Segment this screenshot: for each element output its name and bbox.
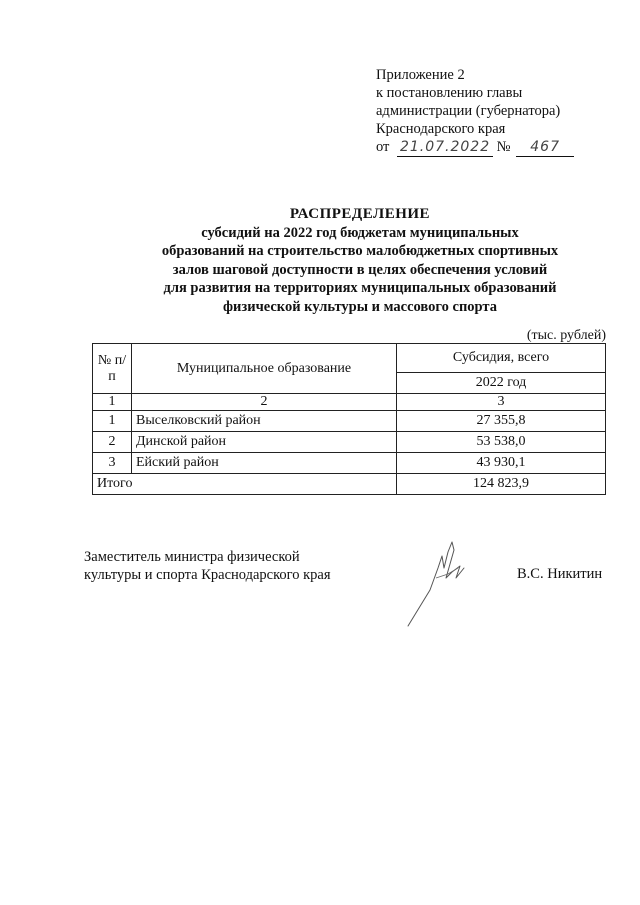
date-value: 21.07.2022	[399, 139, 491, 155]
total-row	[93, 474, 606, 495]
row-municipality: Ейский район	[132, 453, 397, 474]
date-prefix: от	[376, 139, 390, 155]
table-row	[93, 453, 606, 474]
distribution-table	[92, 343, 606, 495]
column-number-3: 3	[397, 394, 606, 411]
appendix-line-1: Приложение 2	[376, 67, 465, 83]
date-field	[397, 138, 493, 157]
column-number-2: 2	[132, 394, 397, 411]
header-number: № п/п	[93, 344, 132, 394]
document-title	[80, 205, 640, 316]
units-label: (тыс. рублей)	[526, 328, 606, 343]
position-line-1: Заместитель министра физической	[84, 549, 300, 565]
row-municipality: Динской район	[132, 432, 397, 453]
title-line-2: образований на строительство малобюджетных спортивных	[161, 243, 559, 259]
appendix-line-2: к постановлению главы	[376, 85, 523, 101]
title-heading: РАСПРЕДЕЛЕНИЕ	[289, 206, 431, 222]
row-number: 2	[93, 432, 132, 453]
number-sign: №	[496, 139, 511, 155]
table-row	[93, 432, 606, 453]
number-field	[516, 138, 574, 157]
column-number-1: 1	[93, 394, 132, 411]
title-line-4: для развития на территориях муниципальных образований	[163, 280, 557, 296]
header-municipality: Муниципальное образование	[132, 344, 397, 394]
title-line-1: субсидий на 2022 год бюджетам муниципальных	[201, 224, 519, 241]
row-number: 1	[93, 411, 132, 432]
total-label: Итого	[93, 474, 397, 495]
number-value: 467	[530, 139, 560, 155]
header-subsidy: Субсидия, всего	[397, 344, 606, 373]
appendix-date-line	[376, 138, 574, 157]
table-row	[93, 411, 606, 432]
position-line-2: культуры и спорта Краснодарского края	[84, 567, 331, 583]
column-number-row	[93, 394, 606, 411]
table-header-row	[93, 344, 606, 373]
appendix-line-4: Краснодарского края	[376, 121, 506, 137]
appendix-line-3: администрации (губернатора)	[376, 103, 561, 119]
title-line-5: физической культуры и массового спорта	[223, 298, 497, 315]
row-value: 43 930,1	[397, 453, 606, 474]
handwritten-signature	[400, 538, 490, 630]
row-value: 27 355,8	[397, 411, 606, 432]
row-municipality: Выселковский район	[132, 411, 397, 432]
row-number: 3	[93, 453, 132, 474]
appendix-block	[376, 66, 574, 157]
signatory-position	[84, 548, 331, 584]
title-line-3: залов шаговой доступности в целях обеспечения условий	[172, 261, 548, 278]
total-value: 124 823,9	[397, 474, 606, 495]
row-value: 53 538,0	[397, 432, 606, 453]
header-year: 2022 год	[397, 373, 606, 394]
signatory-name: В.С. Никитин	[517, 566, 603, 582]
